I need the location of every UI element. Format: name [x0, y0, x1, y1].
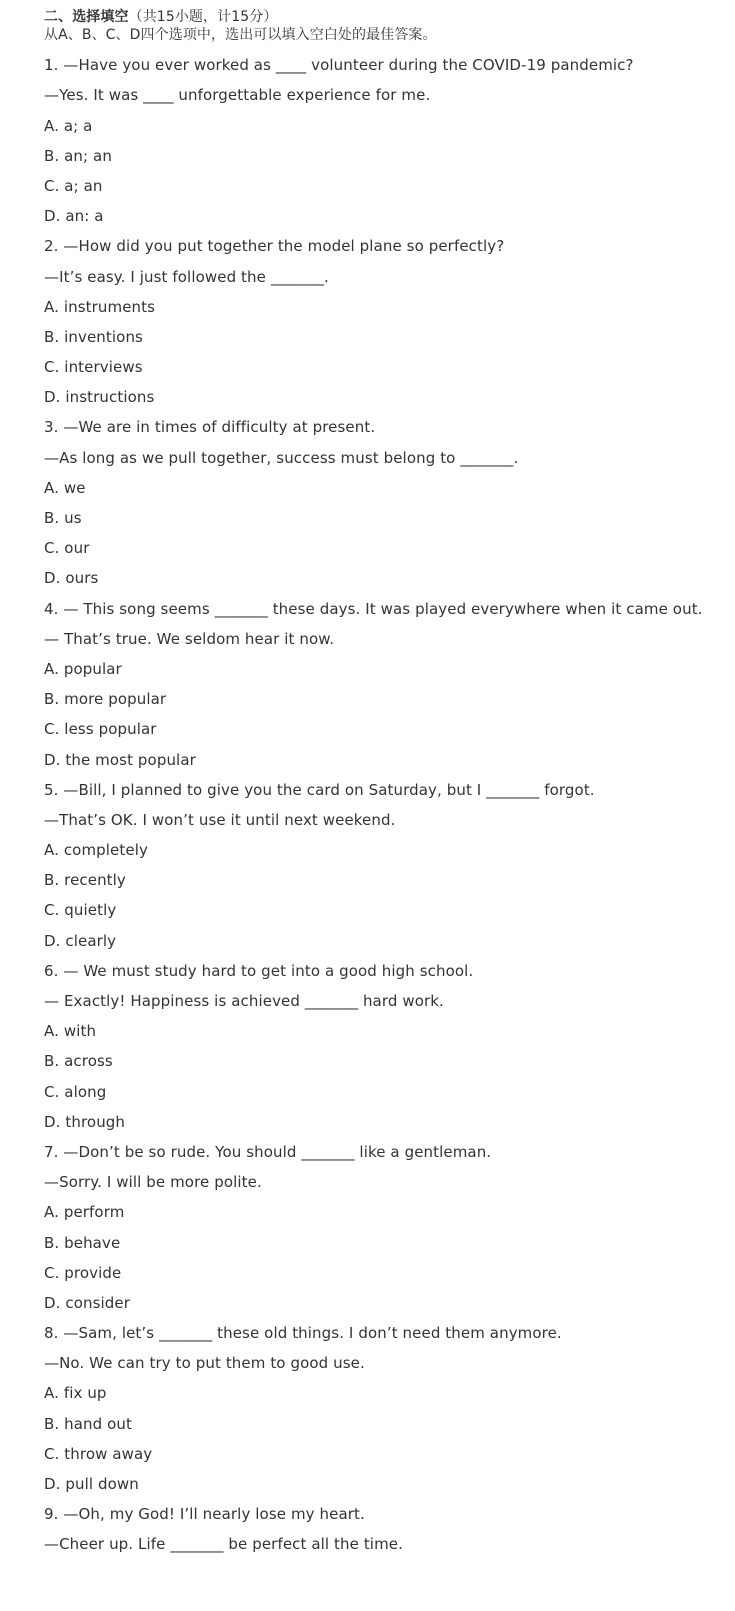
option-b: B. across [44, 1052, 113, 1071]
question-5 [44, 775, 724, 956]
option-d: D. the most popular [44, 750, 196, 769]
question-reply: —It’s easy. I just followed the _______. [44, 267, 329, 286]
section-title: 二、选择填空 [44, 9, 129, 25]
option-b: B. an; an [44, 146, 112, 165]
option-b: B. inventions [44, 327, 143, 346]
question-9 [44, 1499, 724, 1559]
question-8 [44, 1318, 724, 1499]
question-prompt: 6. — We must study hard to get into a good high school. [44, 961, 474, 980]
option-c: C. less popular [44, 720, 157, 739]
question-prompt: 8. —Sam, let’s _______ these old things. I don’t need them anymore. [44, 1324, 562, 1343]
question-prompt: 1. —Have you ever worked as ____ volunteer during the COVID-19 pandemic? [44, 56, 634, 75]
question-reply: —Yes. It was ____ unforgettable experience for me. [44, 86, 431, 105]
option-d: D. instructions [44, 388, 155, 407]
option-c: C. quietly [44, 901, 117, 920]
option-d: D. consider [44, 1293, 131, 1312]
option-c: C. provide [44, 1263, 122, 1282]
option-d: D. pull down [44, 1475, 139, 1493]
option-d: D. ours [44, 569, 99, 588]
option-a: A. fix up [44, 1384, 107, 1403]
option-b: B. behave [44, 1233, 121, 1252]
question-3 [44, 412, 724, 593]
question-reply: — Exactly! Happiness is achieved _______ hard work. [44, 992, 444, 1010]
option-d: D. an: a [44, 207, 104, 226]
question-4 [44, 594, 724, 775]
question-prompt: 3. —We are in times of difficulty at present. [44, 418, 376, 437]
option-c: C. our [44, 539, 90, 558]
question-reply: —No. We can try to put them to good use. [44, 1354, 365, 1373]
question-reply: —As long as we pull together, success must belong to _______. [44, 448, 519, 467]
option-c: C. a; an [44, 176, 103, 195]
option-b: B. us [44, 509, 82, 527]
question-prompt: 7. —Don’t be so rude. You should _______ like a gentleman. [44, 1142, 492, 1161]
section-title-suffix: （共15小题，计15分） [128, 9, 278, 25]
option-c: C. throw away [44, 1444, 153, 1463]
option-c: C. along [44, 1082, 107, 1101]
question-1 [44, 50, 724, 231]
question-prompt: 5. —Bill, I planned to give you the card on Saturday, but I _______ forgot. [44, 780, 595, 799]
section-heading [44, 0, 724, 25]
option-c: C. interviews [44, 358, 143, 377]
option-d: D. clearly [44, 931, 117, 950]
question-6 [44, 956, 724, 1137]
option-a: A. we [44, 478, 86, 497]
question-prompt: 9. —Oh, my God! I’ll nearly lose my heart. [44, 1505, 365, 1524]
question-reply: —That’s OK. I won’t use it until next weekend. [44, 810, 396, 829]
option-a: A. with [44, 1022, 97, 1041]
option-d: D. through [44, 1112, 126, 1131]
question-prompt: 2. —How did you put together the model plane so perfectly? [44, 237, 505, 256]
question-prompt: 4. — This song seems _______ these days. It was played everywhere when it came out. [44, 599, 703, 618]
question-7 [44, 1137, 724, 1318]
option-a: A. a; a [44, 116, 93, 135]
option-a: A. completely [44, 841, 148, 860]
option-b: B. recently [44, 871, 126, 890]
question-2 [44, 231, 724, 412]
option-a: A. popular [44, 659, 122, 678]
question-reply: —Sorry. I will be more polite. [44, 1173, 262, 1192]
option-a: A. perform [44, 1203, 125, 1222]
question-reply: — That’s true. We seldom hear it now. [44, 629, 335, 648]
question-reply: —Cheer up. Life _______ be perfect all the time. [44, 1535, 403, 1554]
option-b: B. hand out [44, 1414, 132, 1433]
section-instruction: 从A、B、C、D四个选项中，选出可以填入空白处的最佳答案。 [44, 27, 437, 43]
option-a: A. instruments [44, 297, 156, 316]
option-b: B. more popular [44, 690, 167, 709]
exercise-document [44, 0, 724, 1560]
